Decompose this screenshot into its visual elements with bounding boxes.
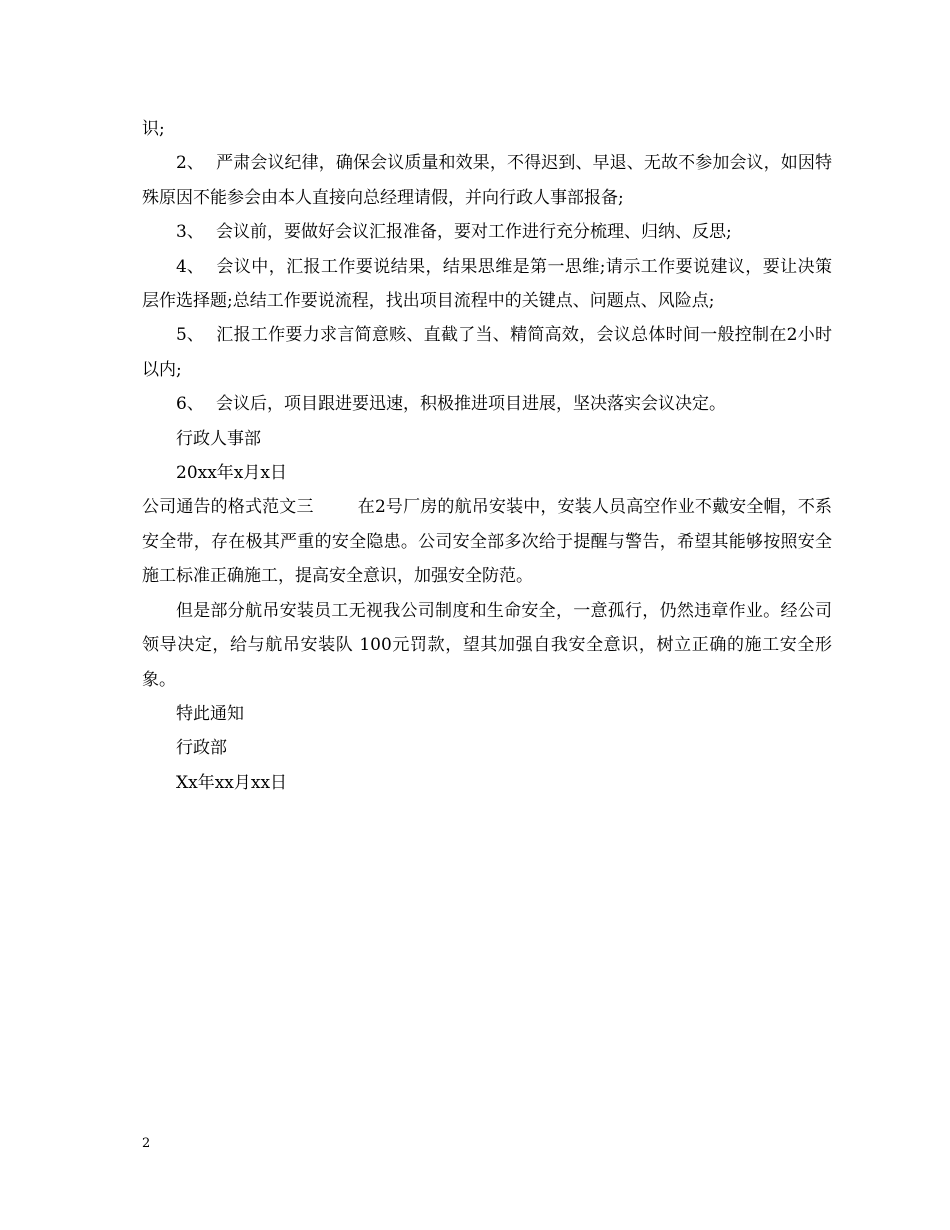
list-item-number: 5、: [176, 325, 204, 346]
signoff-date: 20xx年x月x日: [176, 463, 287, 484]
signoff-department: 行政人事部: [176, 428, 261, 449]
list-item-4: [142, 250, 832, 319]
list-item-number: 3、: [176, 222, 204, 243]
section-3-first-paragraph: [142, 490, 832, 593]
list-item-6: [142, 387, 832, 421]
list-item-number: 2、: [176, 153, 204, 174]
section-3-body-text: 在2号厂房的航吊安装中，安装人员高空作业不戴安全帽，不系安全带，存在极其严重的安全隐患。公司安全部多次给于提醒与警告，希望其能够按照安全施工标准正确施工，提高安全意识，加强安全防范。: [142, 497, 832, 587]
signoff-department: 行政部: [176, 738, 227, 759]
list-item-2: [142, 146, 832, 215]
list-item-number: 6、: [176, 394, 204, 415]
list-item-text: 汇报工作要力求言简意赅、直截了当、精简高效，会议总体时间一般控制在2小时以内;: [142, 325, 832, 380]
paragraph-continuation: 识;: [142, 119, 165, 139]
section-heading: 公司通告的格式范文三: [142, 497, 314, 518]
signoff-date: Xx年xx月xx日: [176, 772, 288, 793]
section-3-paragraph-2: 但是部分航吊安装员工无视我公司制度和生命安全，一意孤行，仍然违章作业。经公司领导决定，给与航吊安装队 100元罚款，望其加强自我安全意识，树立正确的施工安全形象。: [142, 600, 832, 690]
list-item-text: 会议后，项目跟进要迅速，积极推进项目进展，坚决落实会议决定。: [216, 394, 726, 415]
page-number: 2: [142, 1136, 151, 1151]
list-item-text: 严肃会议纪律，确保会议质量和效果，不得迟到、早退、无故不参加会议，如因特殊原因不能参会由本人直接向总经理请假，并向行政人事部报备;: [142, 153, 832, 208]
list-item-text: 会议前，要做好会议汇报准备，要对工作进行充分梳理、归纳、反思;: [216, 222, 732, 243]
closing-line: 特此通知: [176, 703, 244, 724]
list-item-3: [142, 215, 832, 249]
list-item-text: 会议中，汇报工作要说结果，结果思维是第一思维;请示工作要说建议，要让决策层作选择题;总结工作要说流程，找出项目流程中的关键点、问题点、风险点;: [142, 256, 832, 312]
list-item-5: [142, 318, 832, 387]
document-body: [142, 112, 832, 800]
list-item-number: 4、: [176, 256, 204, 277]
